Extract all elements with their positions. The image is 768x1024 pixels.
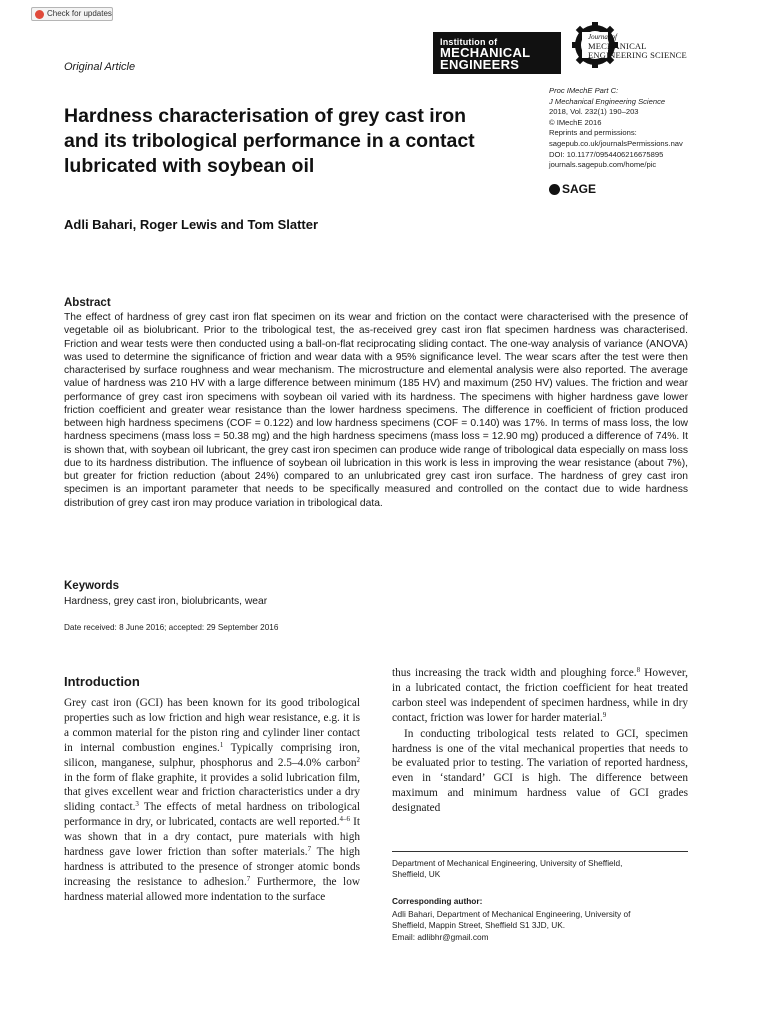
intro-text: However, in a lubricated contact, the friction coefficient for heat treated carbon steel was independent of specimen hardness, while in dry contact, friction was lower for harder material.: [392, 667, 688, 724]
intro-text: thus increasing the track width and ploughing force.: [392, 667, 637, 679]
imeche-logo-line1: Institution of: [440, 37, 498, 47]
meta-journal-link[interactable]: journals.sagepub.com/home/pic: [549, 160, 657, 170]
affiliation: [392, 858, 688, 881]
keywords-text: Hardness, grey cast iron, biolubricants, wear: [64, 596, 268, 607]
corresponding-email-link[interactable]: Email: adlibhr@gmail.com: [392, 931, 489, 942]
imeche-logo-line3: ENGINEERS: [440, 57, 520, 72]
imeche-logo-line2: MECHANICAL: [440, 45, 531, 60]
intro-text: The effects of metal hardness on tribological performance in dry, or lubricated, contacts are well reported.: [64, 801, 360, 829]
corresponding-line1: Adli Bahari, Department of Mechanical Engineering, University of: [392, 909, 631, 919]
meta-doi-link[interactable]: DOI: 10.1177/0954406216675895: [549, 149, 664, 159]
citation[interactable]: 7: [246, 874, 251, 883]
citation[interactable]: 4–6: [339, 815, 351, 824]
journal-logo-line1: Journal of: [588, 33, 617, 41]
imeche-logo: [433, 32, 561, 74]
intro-text: Furthermore, the low hardness material allowed more indentation to the surface: [64, 875, 361, 903]
affiliation-line2: Sheffield, UK: [392, 869, 441, 880]
affiliation-line1: Department of Mechanical Engineering, University of Sheffield,: [392, 858, 623, 868]
journal-logo-line3: ENGINEERING SCIENCE: [588, 50, 687, 60]
meta-permissions-link[interactable]: sagepub.co.uk/journalsPermissions.nav: [549, 138, 683, 148]
journal-metadata: [549, 86, 719, 171]
sage-icon: [549, 184, 560, 195]
meta-journal-name: J Mechanical Engineering Science: [549, 96, 666, 106]
intro-column-2: [392, 666, 688, 816]
meta-reprints-label: Reprints and permissions:: [549, 128, 637, 138]
intro-column-1: [64, 696, 360, 905]
crossmark-icon: [35, 10, 44, 19]
intro-text: in the form of flake graphite, it provides a solid lubrication film, that gives excellent wear and friction characteristics under a dry sliding contact.: [64, 771, 360, 814]
intro-text: The high hardness is attributed to the presence of stronger atomic bonds increasing the resistance to adhesion.: [64, 846, 361, 888]
corresponding-author: [392, 909, 692, 943]
meta-copyright: © IMechE 2016: [549, 117, 602, 127]
keywords-heading: Keywords: [64, 580, 119, 592]
introduction-heading: Introduction: [64, 674, 140, 689]
meta-journal-part: Proc IMechE Part C:: [549, 86, 619, 95]
check-for-updates-label: Check for updates: [47, 9, 112, 18]
citation[interactable]: 1: [219, 740, 224, 749]
corresponding-line2: Sheffield, Mappin Street, Sheffield S1 3JD, UK.: [392, 920, 566, 931]
authors: Adli Bahari, Roger Lewis and Tom Slatter: [64, 217, 319, 232]
citation[interactable]: 2: [356, 755, 360, 764]
article-title: Hardness characterisation of grey cast iron and its tribological performance in a contact lubricated with soybean oil: [64, 105, 475, 177]
intro-text: Grey cast iron (GCI) has been known for its good tribological properties such as low friction and high wear resistance, e.g. it is a common material for the piston ring and cylinder liner contact in internal combustion engines.: [64, 697, 360, 754]
date-received: Date received: 8 June 2016; accepted: 29 September 2016: [64, 623, 279, 632]
corresponding-heading: Corresponding author:: [392, 896, 483, 906]
abstract-heading: Abstract: [64, 297, 111, 309]
footnote-divider: [392, 851, 688, 852]
abstract-text: The effect of hardness of grey cast iron flat specimen on its wear and friction on the contact were characterised with the presence of vegetable oil as biolubricant. Prior to the tribological test, the as-received grey cast iron flat specimen hardness was characterised. Friction and wear tests were then conducted using a ball-on-flat reciprocating sliding contact. The one-way analysis of variance (ANOVA) was used to determine the significance of friction and wear data with a 95% significance level. The wear scars after the test were then characterised by surface roughness and wear mechanism. The microstructure and elemental analysis were also reported. The average value of hardness was 210 HV with a large difference between minimum (185 HV) and maximum (250 HV) values. The friction and wear performance of grey cast iron specimens with soybean oil varied with its hardness. The specimens with higher hardness gave lower friction coefficient and greater wear resistance than the lower hardness specimens. The difference in coefficient of friction produced between high hardness specimens (COF = 0.122) and low hardness specimens (COF = 0.140) was 17%. In terms of mass loss, the low hardness specimens (mass loss = 50.38 mg) and the high hardness specimens (mass loss = 12.90 mg) produced a difference of 74%. It is shown that, with soybean oil lubricant, the grey cast iron specimen can produce wide range of tribological data especially on mass loss due to its hardness distribution. The influence of soybean oil lubrication in this work is less in improving the wear resistance (about 7%), but greater for friction reduction (about 24%) compared to an unlubricated grey cast iron surface. The hardness of grey cast iron specimen is an important parameter that needs to be specifically measured and controlled on the contact due to wide hardness distribution of grey cast iron may produce variation in tribological data.: [64, 312, 688, 509]
intro-text: Typically comprising iron, silicon, manganese, sulphur, phosphorus and 2.5–4.0% carbon: [64, 741, 360, 769]
citation[interactable]: 9: [602, 710, 607, 719]
intro-paragraph-2: In conducting tribological tests related to GCI, specimen hardness is one of the vital mechanical properties that needs to be evaluated prior to testing. The variation of reported hardness, even in ‘standard’ GCI is high. The difference between maximum and minimum hardness value of GCI grades designated: [392, 727, 688, 815]
citation[interactable]: 8: [636, 666, 641, 674]
citation[interactable]: 3: [135, 800, 139, 809]
sage-label: SAGE: [562, 182, 597, 196]
intro-text: It was shown that in a dry contact, pure materials with high hardness gave lower friction than softer materials.: [64, 816, 360, 859]
check-for-updates-button[interactable]: [31, 7, 113, 21]
citation[interactable]: 7: [307, 845, 312, 854]
sage-logo: [549, 182, 596, 196]
meta-volume: 2018, Vol. 232(1) 190–203: [549, 107, 639, 117]
journal-logo-line2: MECHANICAL: [588, 41, 647, 51]
journal-logo: [588, 33, 687, 60]
article-type: Original Article: [64, 61, 136, 73]
